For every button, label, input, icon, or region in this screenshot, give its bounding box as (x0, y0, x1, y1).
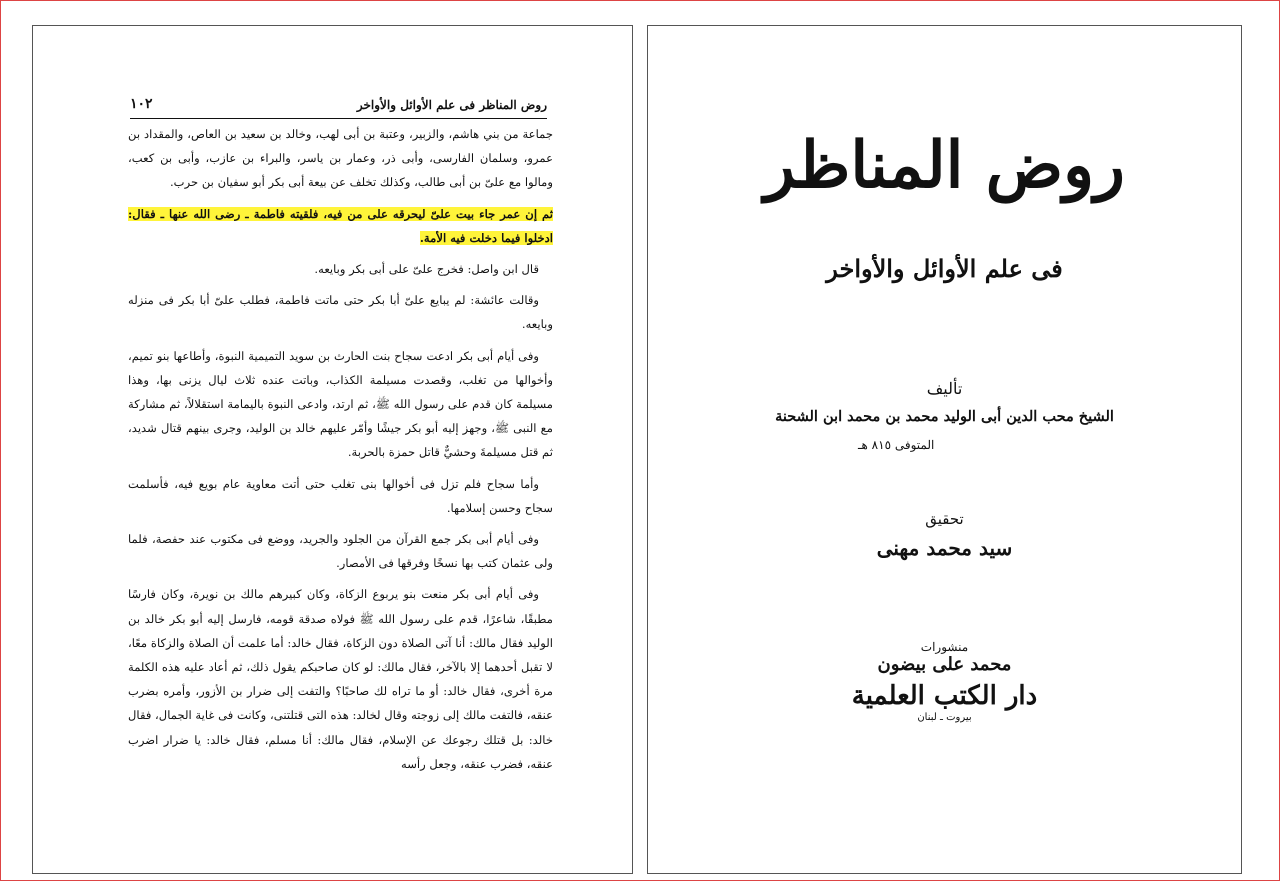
publisher-label: منشورات (920, 640, 969, 654)
book-subtitle: فى علم الأوائل والأواخر (826, 254, 1063, 283)
editor-name: سيد محمد مهنى (876, 536, 1013, 560)
paragraph: قال ابن واصل: فخرج علىّ على أبى بكر وبايعه. (314, 262, 539, 277)
cover (648, 26, 1241, 873)
left-page (32, 25, 633, 874)
paragraph: وفى أيام أبى بكر جمع القرآن من الجلود والجريد، ووضع فى مكتوب عند حفصة، فلما ولى عثمان كتب بها نسخًا وفرقها فى الأمصار. (128, 532, 553, 571)
publisher-name: محمد على بيضون (877, 654, 1012, 675)
authored-label: تأليف (926, 379, 963, 398)
author-name: الشيخ محب الدين أبى الوليد محمد بن محمد ابن الشحنة (775, 408, 1114, 425)
paragraph: جماعة من بني هاشم، والزبير، وعتبة بن أبى لهب، وخالد بن سعيد بن العاص، والمقداد بن عمرو، وسلمان الفارسى، وأبى ذر، وعمار بن ياسر، والبراء بن عازب، وأبى بن كعب، ومالوا مع علىّ بن أبى طالب، وكذلك تخلف عن بيعة أبى بكر أبو سفيان بن حرب. (128, 127, 553, 190)
right-page-cover (647, 25, 1242, 874)
body-text (128, 122, 553, 783)
highlighted-paragraph (128, 202, 553, 250)
running-head (130, 96, 547, 119)
publisher-city: بيروت ـ لبنان (917, 712, 972, 723)
paragraph: وأما سجاح فلم تزل فى أخوالها بنى تغلب حتى أتت معاوية عام بويع فيه، فأسلمت سجاح وحسن إسلامها. (128, 476, 553, 515)
running-title: روض المناظر فى علم الأوائل والأواخر (356, 98, 547, 112)
highlight: ثم إن عمر جاء بيت علىّ ليحرقه على من فيه، فلقيته فاطمة ـ رضى الله عنها ـ فقال: ادخلوا فيما دخلت فيه الأمة. (128, 206, 553, 245)
paragraph: وفى أيام أبى بكر منعت بنو يربوع الزكاة، وكان كبيرهم مالك بن نويرة، وكان فارسًا مطبقًا، شاعرًا، قدم على رسول الله ﷺ فولاه صدقة قومه، فارسل إليه أبو بكر خالد بن الوليد فقال مالك: أنا آتى الصلاة دون الزكاة، فقال خالد: أما علمت أن الصلاة والزكاة معًا، لا تقبل أحدهما إلا بالآخر، فقال مالك: لو كان صاحبكم يقول ذلك، ثم أعاد عليه هذه الكلمة مرة أخرى، فقال خالد: أو ما تراه لك صاحبًا؟ والتفت إلى ضرار بن الأزور، وأمره بضرب عنقه، فالتفت مالك إلى زوجته وقال لخالد: هذه التى قتلتنى، وكانت فى غاية الجمال، فقال خالد: بل قتلك رجوعك عن الإسلام، فقال مالك: أنا مسلم، فقال خالد: يا ضرار اضرب عنقه، فضرب عنقه، وجعل رأسه (128, 587, 553, 771)
author-death-date: المتوفى ٨١٥ هـ (858, 438, 935, 452)
paragraph: وقالت عائشة: لم يبايع علىّ أبا بكر حتى ماتت فاطمة، فطلب علىّ أبا بكر فى منزله وبايعه. (128, 293, 553, 332)
page-number: ١٠٢ (130, 96, 153, 112)
book-title: روض المناظر (764, 128, 1125, 203)
paragraph: وفى أيام أبى بكر ادعت سجاح بنت الحارث بن سويد التميمية النبوة، وأطاعها بنو تميم، وأخوالها من تغلب، وقصدت مسيلمة الكذاب، وباتت عنده ثلاث ليال يزنى بها، وهذا مسيلمة كان قدم على رسول الله ﷺ، ثم ارتد، وادعى النبوة باليمامة استقلالاً، ثم مشاركة مع النبى ﷺ، وجهز إليه أبو بكر جيشًا وأمّر عليهم خالد بن الوليد، وجرى بينهم قتال شديد، ثم قتل مسيلمةَ وحشيٌّ قاتل حمزة بالحربة. (128, 348, 553, 460)
publisher-house: دار الكتب العلمية (851, 681, 1038, 711)
editor-label: تحقيق (925, 510, 964, 528)
